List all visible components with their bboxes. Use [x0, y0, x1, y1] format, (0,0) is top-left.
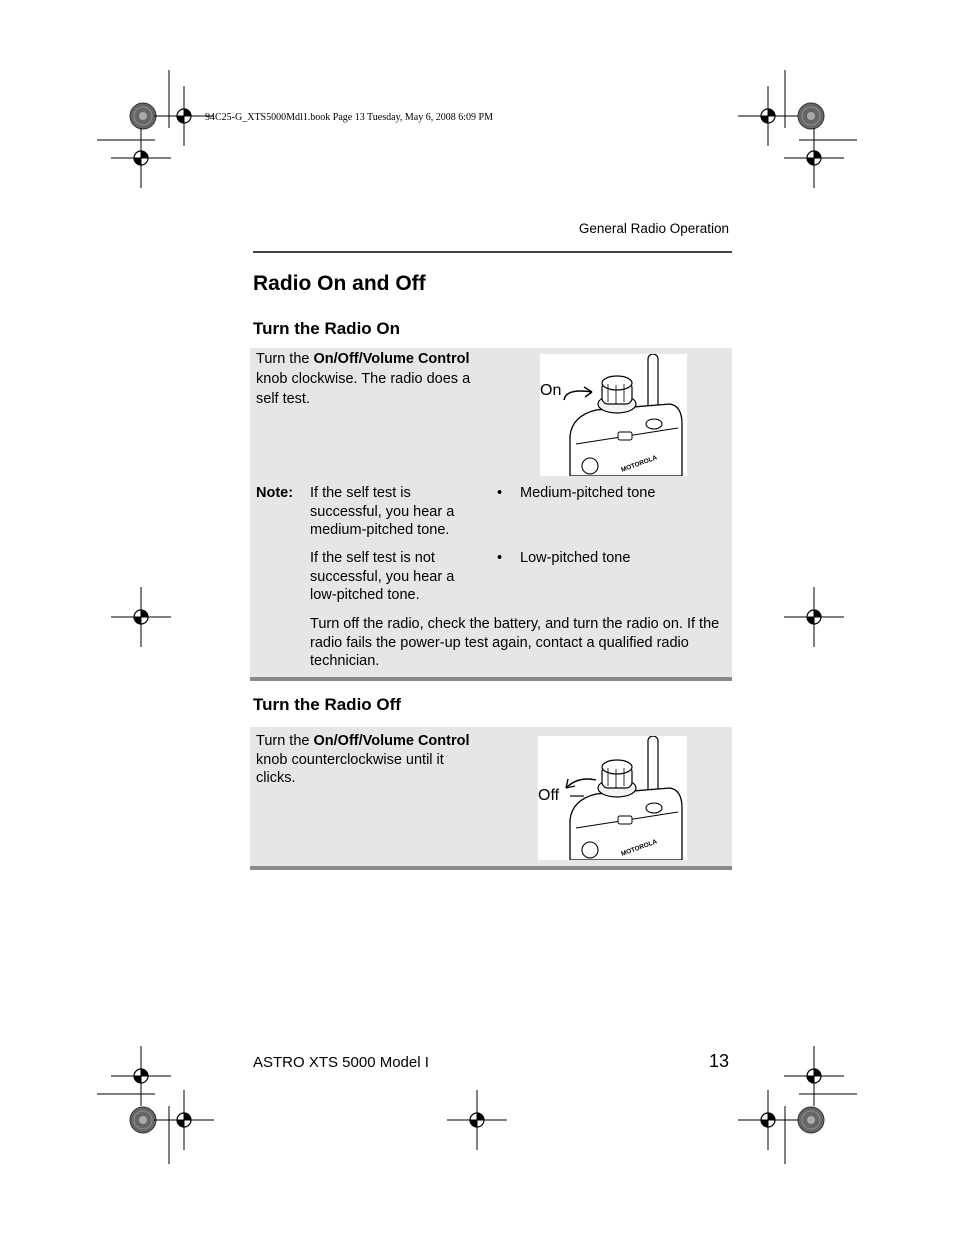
running-head: General Radio Operation	[578, 221, 729, 236]
bullet-glyph: •	[497, 550, 503, 566]
control-name: On/Off/Volume Control	[313, 351, 470, 367]
turn-on-instruction	[256, 349, 496, 409]
section-title: Radio On and Off	[253, 272, 426, 295]
bullet-glyph: •	[497, 485, 503, 501]
turn-off-heading: Turn the Radio Off	[253, 695, 401, 714]
instruction-line: clicks.	[256, 770, 296, 786]
header-rule	[253, 251, 732, 253]
turn-off-panel-rule	[250, 866, 732, 870]
footer-model: ASTRO XTS 5000 Model I	[253, 1054, 429, 1071]
control-name: On/Off/Volume Control	[313, 733, 470, 749]
radio-illustration-svg	[538, 736, 687, 860]
radio-off-illustration	[538, 736, 687, 860]
off-label: Off	[538, 787, 560, 804]
turn-on-heading: Turn the Radio On	[253, 319, 401, 338]
page-number: 13	[708, 1051, 729, 1071]
instruction-prefix: Turn the	[256, 351, 314, 367]
turn-off-instruction	[256, 732, 496, 788]
note-label: Note:	[256, 485, 294, 501]
retry-text: Turn off the radio, check the battery, and turn the radio on. If the radio fails the power-up test again, contact a qualified radio technician.	[310, 616, 720, 669]
success-text: If the self test is successful, you hear a medium-pitched tone.	[310, 485, 455, 538]
success-bullet: Medium-pitched tone	[520, 485, 656, 501]
instruction-line: knob clockwise. The radio does a	[256, 371, 471, 387]
on-label: On	[540, 382, 562, 399]
brand-mark: MOTOROLA	[620, 838, 659, 858]
instruction-line: knob counterclockwise until it	[256, 751, 444, 768]
fail-bullet: Low-pitched tone	[520, 550, 631, 566]
print-info: 94C25-G_XTS5000Mdl1.book Page 13 Tuesday, May 6, 2008 6:09 PM	[205, 112, 493, 123]
brand-mark: MOTOROLA	[620, 454, 659, 474]
instruction-prefix: Turn the	[256, 733, 314, 749]
radio-illustration-svg	[540, 354, 687, 476]
fail-text: If the self test is not successful, you hear a low-pitched tone.	[310, 550, 455, 603]
turn-on-panel-rule	[250, 677, 732, 681]
radio-on-illustration	[540, 354, 687, 476]
instruction-line: self test.	[256, 391, 310, 407]
